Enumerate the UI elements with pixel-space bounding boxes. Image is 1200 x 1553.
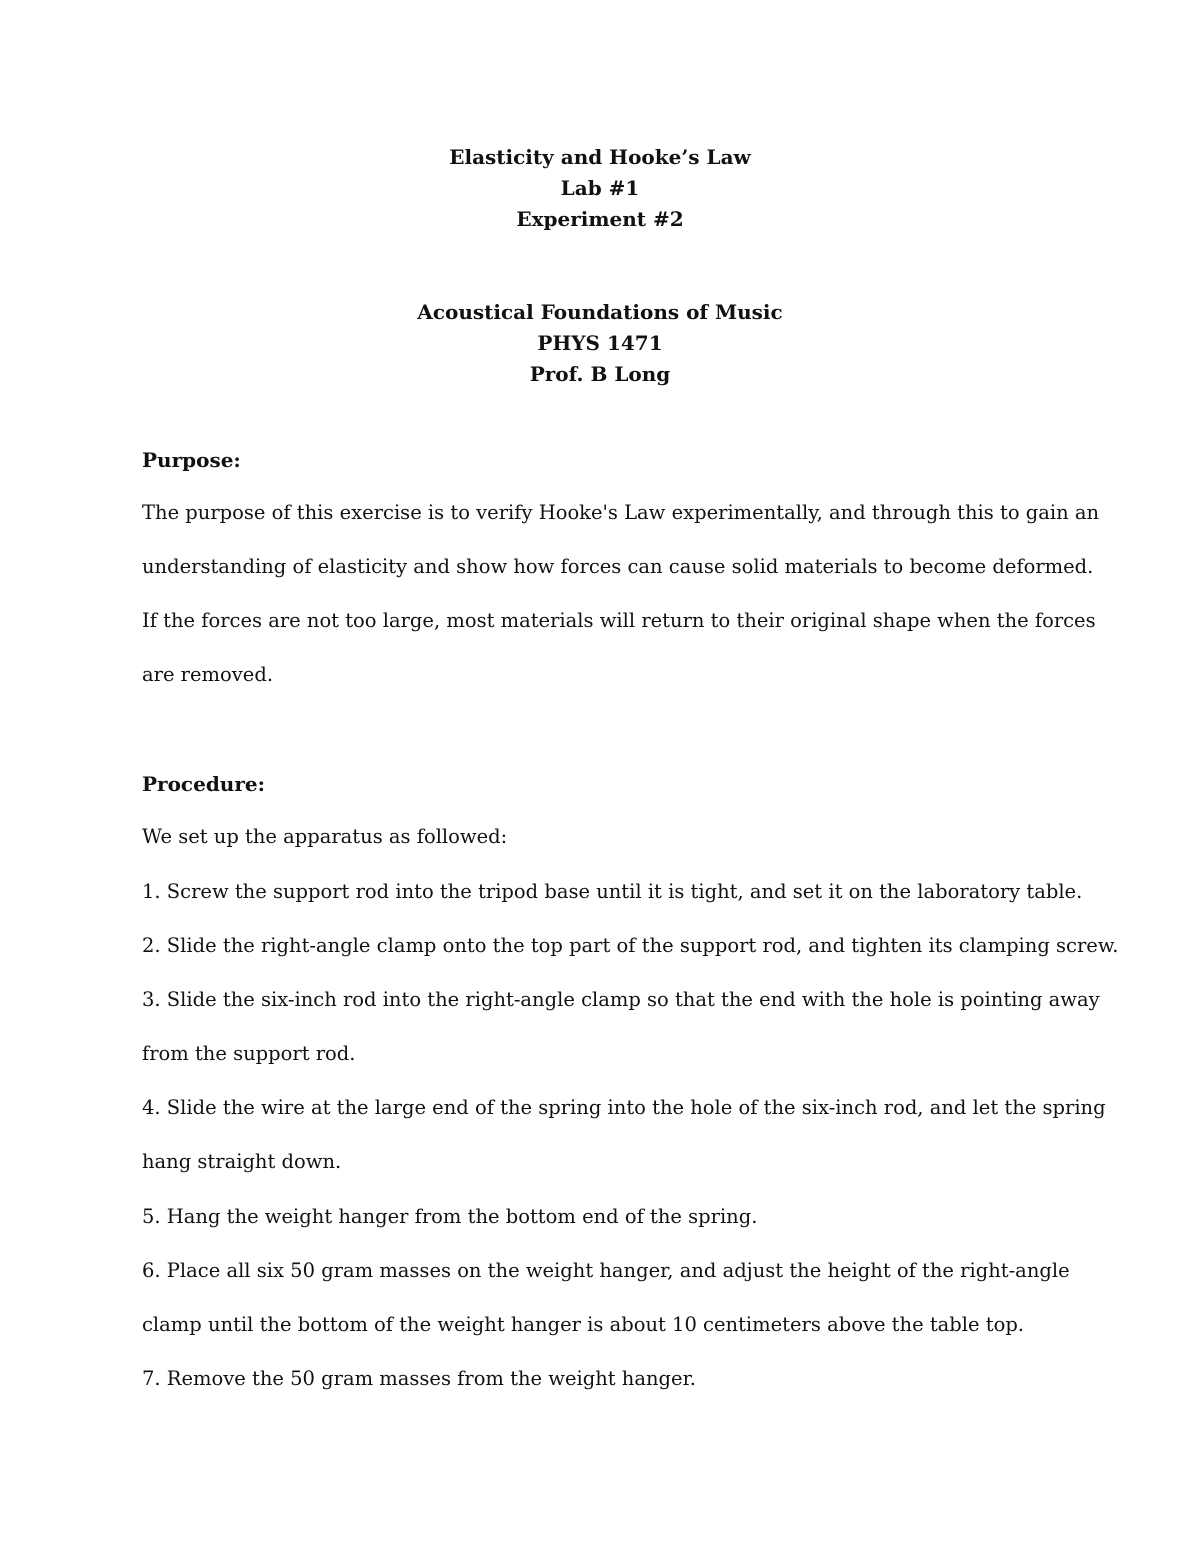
procedure-heading: Procedure:	[142, 772, 265, 796]
procedure-step-line: hang straight down.	[142, 1150, 342, 1173]
purpose-line: are removed.	[142, 663, 274, 686]
course-block	[0, 297, 1200, 390]
document-title: Elasticity and Hooke’s Law	[449, 145, 751, 169]
procedure-step-line: 5. Hang the weight hanger from the bottom end of the spring.	[142, 1205, 758, 1228]
purpose-line: The purpose of this exercise is to verify Hooke's Law experimentally, and through this to gain an	[142, 501, 1100, 524]
procedure-step-line: from the support rod.	[142, 1042, 356, 1065]
purpose-line: If the forces are not too large, most materials will return to their original shape when the forces	[142, 609, 1096, 632]
title-block	[0, 142, 1200, 235]
course-name: Acoustical Foundations of Music	[417, 300, 783, 324]
procedure-step-line: 3. Slide the six-inch rod into the right-angle clamp so that the end with the hole is pointing away	[142, 988, 1100, 1011]
course-code: PHYS 1471	[537, 331, 663, 355]
experiment-number: Experiment #2	[516, 207, 684, 231]
purpose-line: understanding of elasticity and show how forces can cause solid materials to become deformed.	[142, 555, 1094, 578]
procedure-step-line: 4. Slide the wire at the large end of the spring into the hole of the six-inch rod, and let the spring	[142, 1096, 1106, 1119]
procedure-intro: We set up the apparatus as followed:	[142, 825, 508, 848]
procedure-step-line: 6. Place all six 50 gram masses on the weight hanger, and adjust the height of the right-angle	[142, 1259, 1070, 1282]
purpose-heading: Purpose:	[142, 448, 241, 472]
procedure-step-line: 1. Screw the support rod into the tripod base until it is tight, and set it on the laboratory table.	[142, 880, 1083, 903]
procedure-step-line: 2. Slide the right-angle clamp onto the top part of the support rod, and tighten its clamping screw.	[142, 934, 1119, 957]
professor-name: Prof. B Long	[529, 362, 671, 386]
procedure-step-line: clamp until the bottom of the weight hanger is about 10 centimeters above the table top.	[142, 1313, 1024, 1336]
lab-number: Lab #1	[560, 176, 640, 200]
procedure-step-line: 7. Remove the 50 gram masses from the weight hanger.	[142, 1367, 696, 1390]
